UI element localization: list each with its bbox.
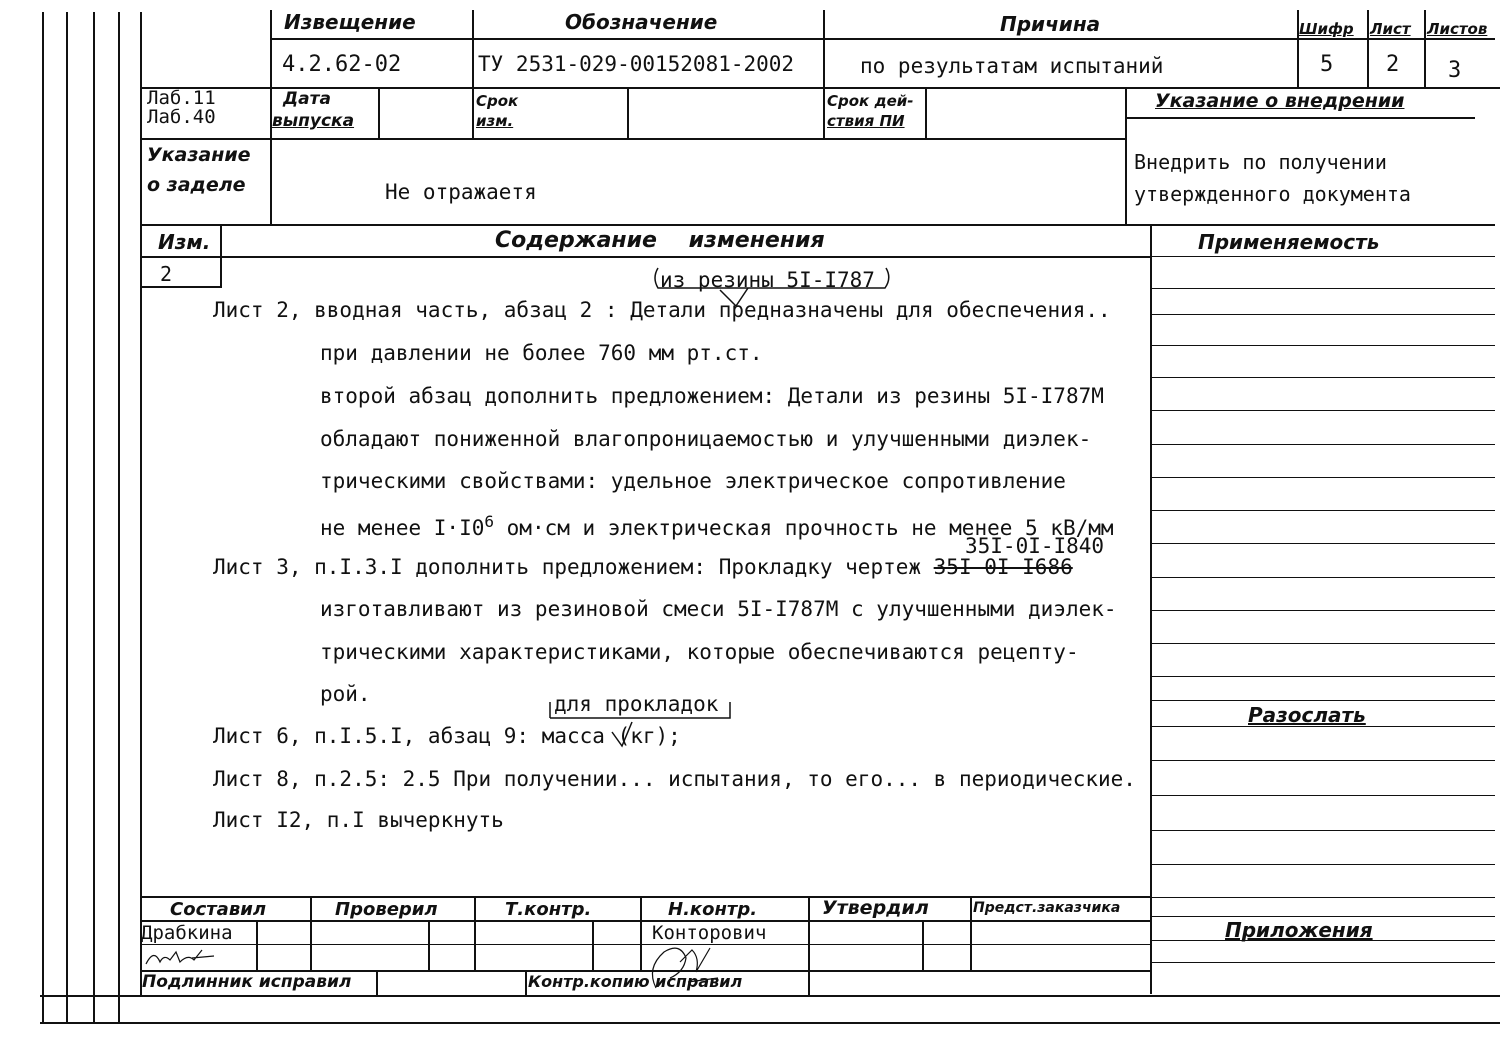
- code-label: Шифр: [1299, 20, 1354, 38]
- content-header-line: [140, 256, 1150, 258]
- change-term-label-1: Срок: [476, 92, 519, 110]
- content-line-2: при давлении не более 760 мм рт.ст.: [320, 341, 763, 365]
- tcontrol-label: Т.контр.: [505, 899, 592, 920]
- ruled-line: [1150, 377, 1495, 378]
- margin-line: [93, 12, 95, 1022]
- header-divider: [1367, 10, 1369, 88]
- page-bottom-line: [40, 1022, 1500, 1024]
- content-line-12: Лист 8, п.2.5: 2.5 При получении... испытания, то его... в периодические.: [213, 767, 1136, 791]
- ruled-line: [1150, 643, 1495, 644]
- header-line: [140, 87, 1500, 89]
- struck-drawing-number: 35I-0I-I686: [933, 555, 1073, 579]
- ruled-line: [1150, 577, 1495, 578]
- reason-value: по результатам испытаний: [860, 54, 1164, 78]
- notice-number: 4.2.62-02: [282, 52, 402, 77]
- code-value: 5: [1320, 52, 1334, 77]
- implementation-label: Указание о внедрении: [1155, 90, 1405, 112]
- row-line: [1125, 117, 1475, 119]
- header-line: [270, 38, 1495, 40]
- footer-line: [140, 920, 1152, 922]
- applicability-label: Применяемость: [1198, 230, 1380, 254]
- issue-date-label-2: выпуска: [272, 111, 355, 131]
- row-divider: [627, 88, 629, 138]
- notice-label: Извещение: [284, 10, 416, 34]
- ruled-line: [1150, 916, 1495, 917]
- ruled-line: [1150, 795, 1495, 796]
- footer-divider: [428, 920, 430, 970]
- customer-label: Предст.заказчика: [973, 900, 1121, 916]
- content-line-3: второй абзац дополнить предложением: Детали из резины 5I-I787М: [320, 384, 1104, 408]
- ncontrol-name: Конторович: [652, 922, 767, 944]
- insert-for-gaskets: для прокладок: [554, 692, 719, 716]
- row-divider: [925, 88, 927, 138]
- content-line-10: рой.: [320, 682, 371, 706]
- ruled-line: [1150, 543, 1495, 544]
- content-line-1: Лист 2, вводная часть, абзац 2 : Детали предназначены для обеспечения..: [213, 298, 1111, 322]
- designation-value: ТУ 2531-029-00152081-2002: [478, 52, 795, 76]
- content-line-6-start: не менее I·I0: [320, 516, 485, 540]
- compiled-name: Драбкина: [141, 922, 233, 944]
- content-line-11: Лист 6, п.I.5.I, абзац 9: масса (кг);: [213, 724, 681, 748]
- content-line-7-text: Лист 3, п.I.3.I дополнить предложением: Прокладку чертеж: [213, 555, 934, 579]
- frame-bottom-line: [40, 995, 1500, 997]
- applicability-divider: [1150, 224, 1152, 994]
- margin-line: [66, 12, 68, 1022]
- header-divider: [823, 10, 825, 140]
- designation-label: Обозначение: [565, 10, 718, 34]
- backlog-value: Не отражаетя: [385, 180, 537, 204]
- change-no-line: [140, 286, 222, 288]
- ruled-line: [1150, 897, 1495, 898]
- row-line: [140, 138, 1125, 140]
- labs-line-2: Лаб.40: [147, 106, 216, 128]
- content-line-7: [213, 555, 1073, 579]
- footer-line: [140, 896, 1152, 898]
- footer-divider: [256, 920, 258, 970]
- ruled-line: [1150, 830, 1495, 831]
- header-divider: [472, 10, 474, 140]
- backlog-label-1: Указание: [147, 144, 251, 166]
- sheet-value: 2: [1386, 52, 1400, 77]
- ruled-line: [1150, 345, 1495, 346]
- change-label: Изм.: [158, 230, 211, 254]
- footer-divider: [310, 896, 312, 970]
- footer-divider: [922, 920, 924, 970]
- ruled-line: [1150, 864, 1495, 865]
- ruled-line: [1150, 410, 1495, 411]
- footer-divider: [592, 920, 594, 970]
- ruled-line: [1150, 314, 1495, 315]
- margin-line: [118, 12, 120, 1022]
- distribute-label: Разослать: [1248, 703, 1366, 727]
- content-line-8: изготавливают из резиновой смеси 5I-I787М с улучшенными диэлек-: [320, 597, 1117, 621]
- footer-divider: [474, 896, 476, 970]
- content-line-9: трическими характеристиками, которые обеспечиваются рецепту-: [320, 640, 1079, 664]
- content-line-6-exponent: 6: [484, 512, 495, 531]
- header-divider: [1424, 10, 1426, 88]
- row-divider: [378, 88, 380, 138]
- ruled-line: [1150, 962, 1495, 963]
- insert-drawing-number: 35I-0I-I840: [965, 534, 1105, 558]
- ruled-line: [1150, 610, 1495, 611]
- sheets-label: Листов: [1427, 20, 1488, 38]
- row-divider: [270, 138, 272, 224]
- footer-divider: [525, 970, 527, 996]
- original-fixed-label: Подлинник исправил: [142, 972, 352, 992]
- signature-compiled: [142, 946, 222, 970]
- backlog-label-2: о заделе: [147, 174, 246, 196]
- insert-rubber-grade: из резины 5I-I787: [660, 268, 875, 292]
- implementation-value-2: утвержденного документа: [1134, 182, 1411, 206]
- checked-label: Проверил: [335, 899, 438, 920]
- sheets-value: 3: [1448, 58, 1462, 83]
- reason-label: Причина: [1000, 12, 1101, 36]
- labs-line-1: Лаб.11: [147, 87, 216, 109]
- change-no-divider: [220, 224, 222, 286]
- row-line: [140, 224, 1495, 226]
- content-title: Содержание изменения: [495, 228, 825, 253]
- issue-date-label-1: Дата: [283, 89, 331, 109]
- ruled-line: [1150, 444, 1495, 445]
- frame-left-line: [140, 12, 142, 997]
- ruled-line: [1150, 760, 1495, 761]
- footer-divider: [376, 970, 378, 996]
- sheet-label: Лист: [1370, 20, 1411, 38]
- content-line-5: трическими свойствами: удельное электрическое сопротивление: [320, 469, 1066, 493]
- appendix-label: Приложения: [1225, 918, 1373, 942]
- ruled-line: [1150, 700, 1495, 701]
- compiled-label: Составил: [170, 899, 267, 920]
- validity-label-1: Срок дей-: [827, 92, 914, 110]
- content-line-4: обладают пониженной влагопроницаемостью и улучшенными диэлек-: [320, 427, 1092, 451]
- ruled-line: [1150, 477, 1495, 478]
- ruled-line: [1150, 510, 1495, 511]
- content-line-6-end: ом·см и электрическая прочность не менее 5 кВ/мм: [494, 516, 1114, 540]
- ruled-line: [1150, 288, 1495, 289]
- margin-line: [42, 12, 44, 1022]
- change-term-label-2: изм.: [476, 112, 514, 130]
- footer-divider: [970, 896, 972, 970]
- copy-fixed-label: Контр.копию исправил: [528, 972, 743, 991]
- content-line-13: Лист I2, п.I вычеркнуть: [213, 808, 504, 832]
- change-value: 2: [160, 262, 173, 286]
- validity-label-2: ствия ПИ: [827, 112, 905, 130]
- ruled-line: [1150, 676, 1495, 677]
- ncontrol-label: Н.контр.: [668, 899, 758, 920]
- ruled-line: [1150, 256, 1495, 257]
- implementation-value-1: Внедрить по получении: [1134, 150, 1387, 174]
- footer-divider: [808, 896, 810, 996]
- row-divider: [1125, 88, 1127, 224]
- approved-label: Утвердил: [822, 897, 929, 919]
